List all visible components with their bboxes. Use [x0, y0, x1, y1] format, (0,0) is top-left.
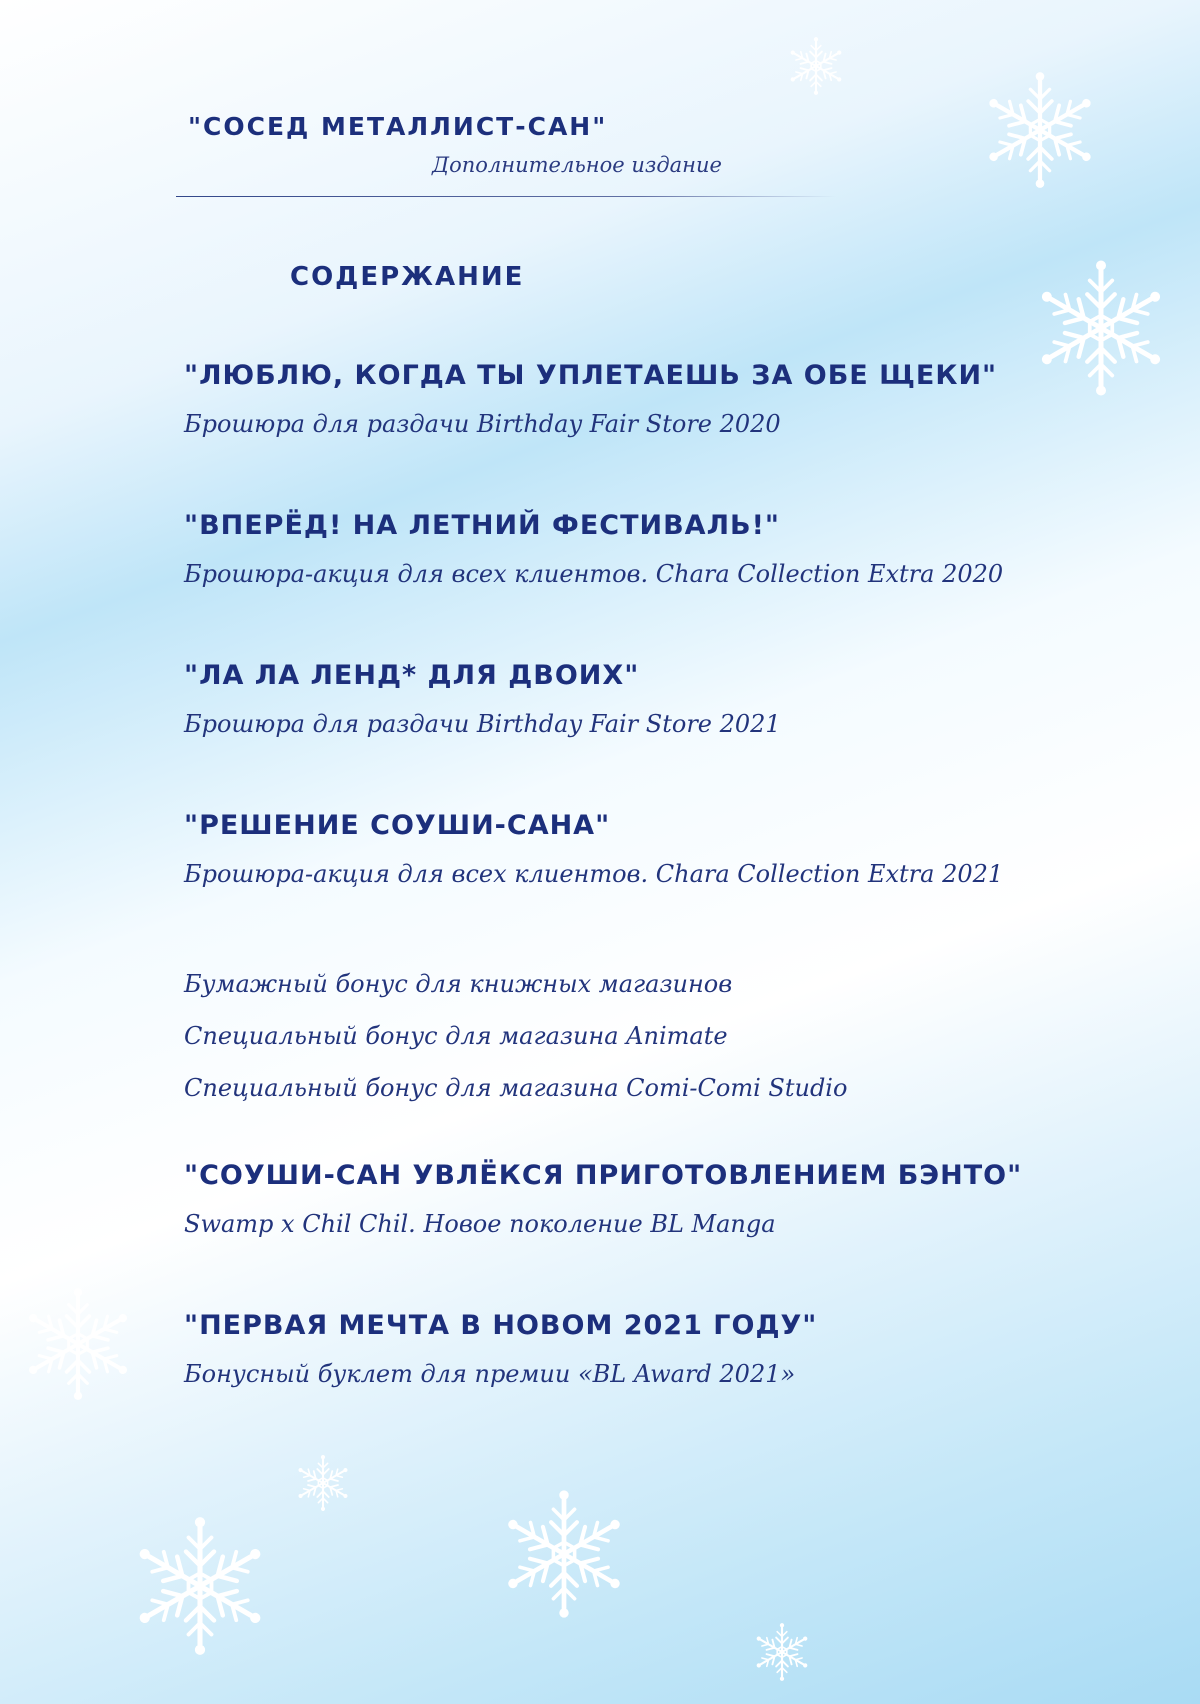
snowflake-icon [486, 1488, 642, 1620]
contents-entry [184, 808, 1003, 892]
bonus-line: Специальный бонус для магазина Animate [184, 1022, 728, 1050]
snowflake-icon [786, 36, 846, 96]
contents-entry [184, 1308, 817, 1392]
book-title: "СОСЕД МЕТАЛЛИСТ-САН" [188, 112, 608, 141]
contents-heading: СОДЕРЖАНИЕ [290, 262, 525, 292]
entry-title: "РЕШЕНИЕ СОУШИ-САНА" [184, 810, 611, 841]
entry-title: "ВПЕРЁД! НА ЛЕТНИЙ ФЕСТИВАЛЬ!" [184, 510, 780, 541]
entry-source: Брошюра для раздачи Birthday Fair Store 2021 [184, 710, 781, 738]
contents-entry [184, 658, 781, 742]
book-subtitle: Дополнительное издание [432, 153, 722, 177]
entry-source: Swamp x Chil Chil. Новое поколение BL Manga [184, 1210, 776, 1238]
entry-source: Бонусный буклет для премии «BL Award 2021» [184, 1360, 796, 1388]
contents-entry [184, 358, 997, 442]
snowflake-icon [1026, 258, 1176, 398]
snowflake-icon [980, 62, 1100, 198]
entry-title: "СОУШИ-САН УВЛЁКСЯ ПРИГОТОВЛЕНИЕМ БЭНТО" [184, 1160, 1023, 1191]
header-divider [176, 196, 836, 197]
snowflake-icon [294, 1454, 352, 1512]
snowflake-icon [16, 1286, 140, 1402]
contents-entry [184, 1158, 1022, 1242]
entry-source: Брошюра-акция для всех клиентов. Chara Collection Extra 2020 [184, 560, 1004, 588]
bonus-line: Специальный бонус для магазина Comi-Comi Studio [184, 1074, 848, 1102]
snowflake-icon [752, 1622, 812, 1682]
contents-entry [184, 508, 1003, 592]
entry-source: Брошюра-акция для всех клиентов. Chara Collection Extra 2021 [184, 860, 1004, 888]
entry-title: "ЛЮБЛЮ, КОГДА ТЫ УПЛЕТАЕШЬ ЗА ОБЕ ЩЕКИ" [184, 360, 998, 391]
snowflake-icon [126, 1514, 274, 1658]
bonus-list [184, 958, 847, 1114]
entry-title: "ПЕРВАЯ МЕЧТА В НОВОМ 2021 ГОДУ" [184, 1310, 818, 1341]
entry-title: "ЛА ЛА ЛЕНД* ДЛЯ ДВОИХ" [184, 660, 640, 691]
bonus-line: Бумажный бонус для книжных магазинов [184, 970, 733, 998]
entry-source: Брошюра для раздачи Birthday Fair Store 2020 [184, 410, 781, 438]
